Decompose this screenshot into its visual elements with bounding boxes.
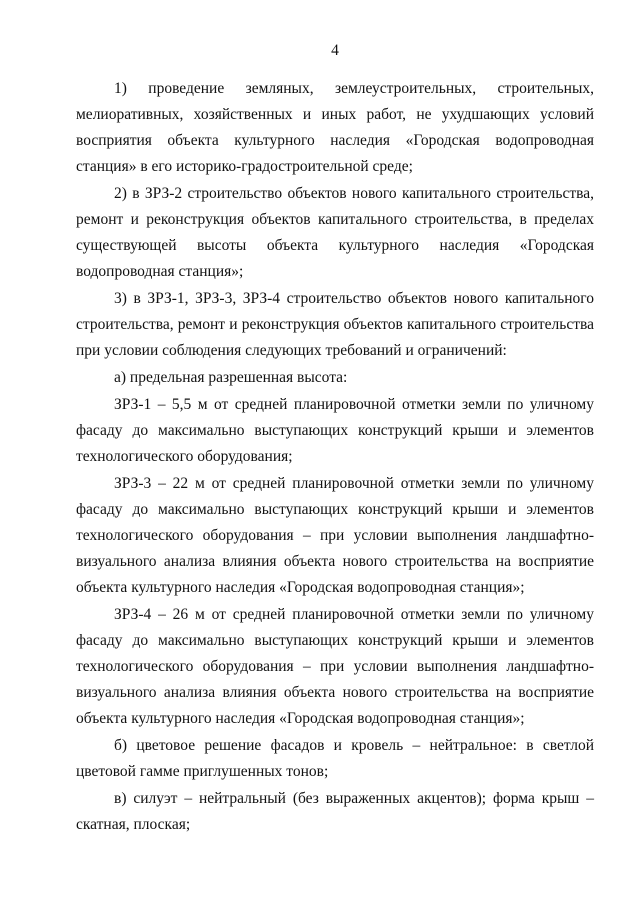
paragraph-8: б) цветовое решение фасадов и кровель – нейтральное: в светлой цветовой гамме приглушенных тонов; — [76, 737, 594, 780]
paragraph-3: 3) в ЗРЗ-1, ЗРЗ-3, ЗРЗ-4 строительство объектов нового капитального строительства, ремонт и реконструкция объектов капитального строительства при условии соблюдения следующих требований и ограничений: — [76, 290, 594, 359]
page-number: 4 — [331, 42, 339, 59]
paragraph-2: 2) в ЗРЗ-2 строительство объектов нового капитального строительства, ремонт и реконструкция объектов капитального строительства, в пределах существующей высоты объекта культурного наследия «Городская водопроводная станция»; — [76, 185, 594, 280]
paragraph-6: ЗРЗ-3 – 22 м от средней планировочной отметки земли по уличному фасаду до максимально выступающих конструкций крыши и элементов технологического оборудования – при условии выполнения ландшафтно-визуального анализа влияния объекта нового строительства на восприятие объекта культурного наследия «Городская водопроводная станция»; — [76, 475, 594, 596]
paragraph-7: ЗРЗ-4 – 26 м от средней планировочной отметки земли по уличному фасаду до максимально выступающих конструкций крыши и элементов технологического оборудования – при условии выполнения ландшафтно-визуального анализа влияния объекта нового строительства на восприятие объекта культурного наследия «Городская водопроводная станция»; — [76, 606, 594, 727]
paragraph-5: ЗРЗ-1 – 5,5 м от средней планировочной отметки земли по уличному фасаду до максимально выступающих конструкций крыши и элементов технологического оборудования; — [76, 396, 594, 465]
paragraph-4: а) предельная разрешенная высота: — [114, 369, 348, 386]
paragraph-9: в) силуэт – нейтральный (без выраженных акцентов); форма крыш – скатная, плоская; — [76, 790, 594, 833]
paragraph-1: 1) проведение земляных, землеустроительных, строительных, мелиоративных, хозяйственных и иных работ, не ухудшающих условий восприятия объекта культурного наследия «Городская водопроводная станция» в его историко-градостроительной среде; — [76, 80, 594, 175]
